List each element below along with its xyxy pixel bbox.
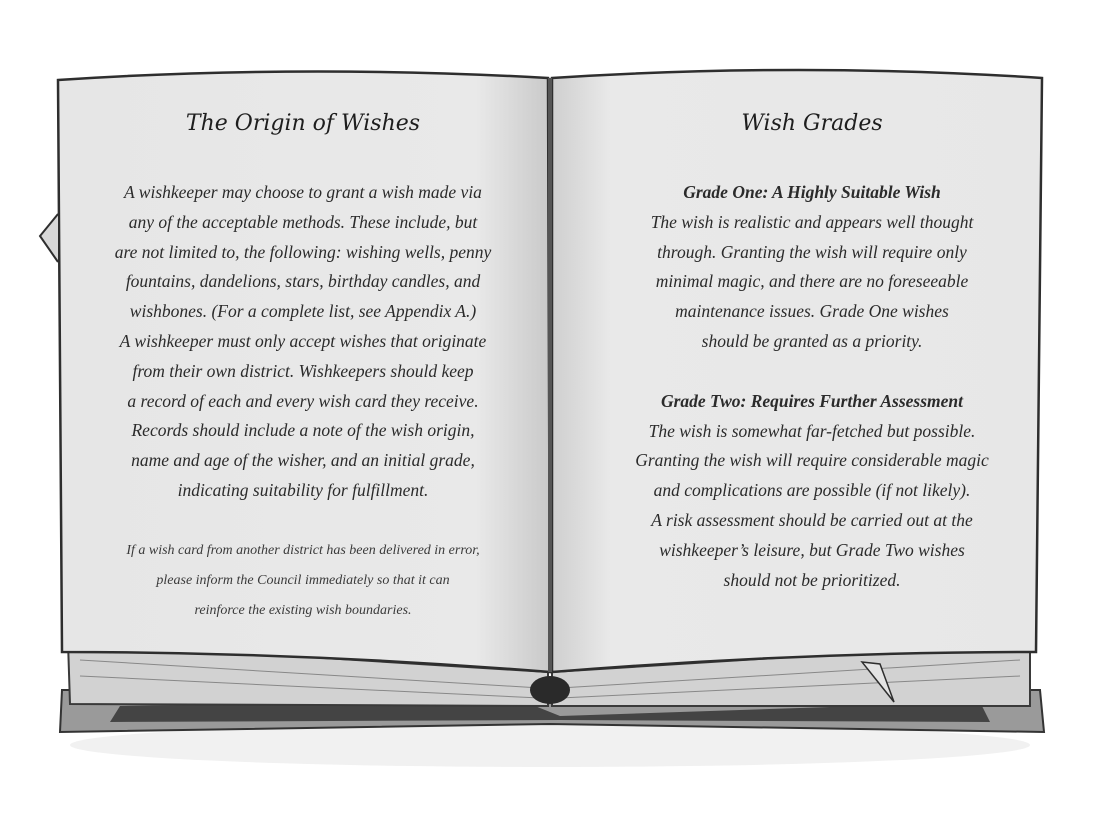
text-line: name and age of the wisher, and an initial grade, (131, 450, 475, 471)
text-line: A risk assessment should be carried out at the (651, 509, 973, 530)
grade-heading: Grade Two: Requires Further Assessment (660, 390, 964, 411)
grade-heading: Grade One: A Highly Suitable Wish (683, 182, 941, 202)
text-line: a record of each and every wish card they receive. (127, 390, 479, 411)
book-spine (548, 78, 552, 672)
page-title: The Origin of Wishes (185, 111, 421, 136)
text-line: any of the acceptable methods. These include, but (128, 211, 478, 232)
left-page-body (78, 178, 528, 506)
note-line: If a wish card from another district has been delivered in error, (126, 542, 480, 558)
text-line: are not limited to, the following: wishing wells, penny (114, 241, 492, 262)
text-line: indicating suitability for fulfillment. (177, 479, 429, 500)
text-line: wishkeeper’s leisure, but Grade Two wishes (659, 539, 965, 560)
text-line: The wish is somewhat far-fetched but possible. (648, 420, 976, 441)
text-line: maintenance issues. Grade One wishes (675, 301, 949, 322)
text-line: A wishkeeper may choose to grant a wish made via (124, 182, 482, 202)
note-line: please inform the Council immediately so that it can (156, 572, 450, 588)
left-page-content (78, 100, 528, 626)
text-line: The wish is realistic and appears well thought (650, 211, 974, 232)
text-line: through. Granting the wish will require only (657, 241, 967, 262)
text-line: wishbones. (For a complete list, see Appendix A.) (129, 301, 477, 322)
grade-one-section (592, 178, 1032, 357)
spine-bottom (530, 676, 570, 704)
text-line: A wishkeeper must only accept wishes that originate (119, 330, 487, 351)
text-line: and complications are possible (if not likely). (653, 480, 971, 501)
text-line: Records should include a note of the wish origin, (131, 420, 475, 441)
text-line: Granting the wish will require considerable magic (635, 450, 989, 471)
grade-two-section (592, 387, 1032, 596)
text-line: fountains, dandelions, stars, birthday candles, and (125, 271, 481, 292)
right-page-content (592, 100, 1032, 595)
note-line: reinforce the existing wish boundaries. (194, 602, 412, 618)
bookmark-tab (40, 214, 58, 262)
text-line: from their own district. Wishkeepers should keep (132, 360, 474, 381)
text-line: should be granted as a priority. (701, 330, 923, 351)
left-page-note (78, 536, 528, 626)
text-line: minimal magic, and there are no foreseeable (655, 271, 969, 292)
page-title: Wish Grades (741, 111, 883, 136)
text-line: should not be prioritized. (723, 569, 901, 590)
